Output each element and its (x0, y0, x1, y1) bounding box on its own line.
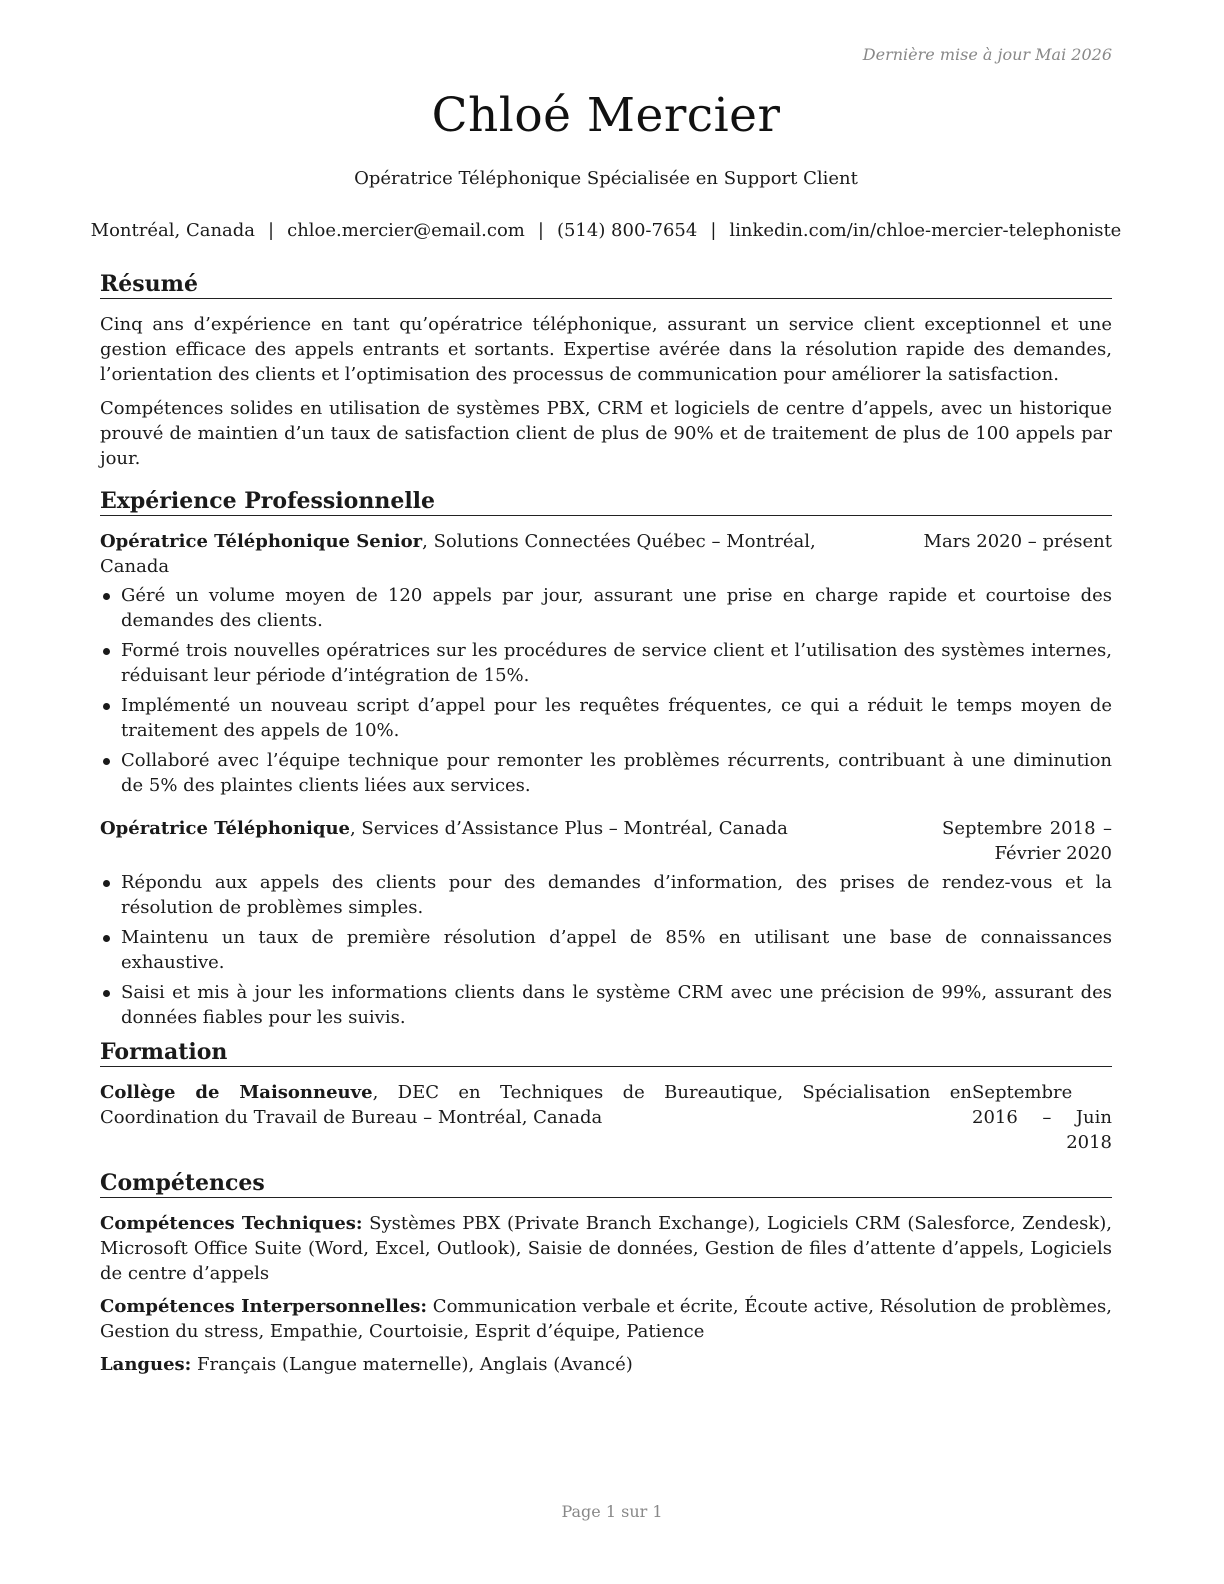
job-bullets (100, 583, 1112, 798)
section-heading: Compétences (100, 1169, 1112, 1198)
skill-text: Français (Langue maternelle), Anglais (Avancé) (191, 1354, 633, 1375)
candidate-name: Chloé Mercier (431, 88, 781, 143)
bullet-text: Géré un volume moyen de 120 appels par jour, assurant une prise en charge rapide et courtoise des demandes des clients. (121, 585, 1112, 631)
bullet-text: Formé trois nouvelles opératrices sur les procédures de service client et l’utilisation des systèmes internes, réduisant leur période d’intégration de 15%. (121, 640, 1112, 686)
education-entry (100, 1080, 1112, 1155)
list-item (100, 583, 1112, 633)
job-dates: Mars 2020 – présent (923, 531, 1112, 552)
list-item (100, 693, 1112, 743)
list-item (100, 748, 1112, 798)
candidate-title: Opératrice Téléphonique Spécialisée en Support Client (354, 168, 858, 189)
section-heading: Expérience Professionnelle (100, 487, 1112, 516)
education-dates: Septembre 2016 – Juin 2018 (972, 1082, 1112, 1153)
job-header (100, 816, 1112, 866)
bullet-icon (103, 935, 110, 942)
list-item (100, 638, 1112, 688)
skill-line (100, 1294, 1112, 1344)
contact-separator: | (710, 220, 717, 241)
resume-page (90, 0, 1122, 1584)
bullet-icon (103, 990, 110, 997)
skills-section (100, 1169, 1112, 1377)
education-section (100, 1038, 1112, 1155)
job-bullets (100, 870, 1112, 1030)
skill-label: Compétences Interpersonnelles: (100, 1296, 428, 1317)
contact-email[interactable]: chloe.mercier@email.com (287, 220, 525, 241)
summary-paragraph: Cinq ans d’expérience en tant qu’opératrice téléphonique, assurant un service client exceptionnel et une gestion efficace des appels entrants et sortants. Expertise avérée dans la résolution rapide des demandes, l’orientation des clients et l’optimisation des processus de communication pour améliorer la satisfaction. (100, 314, 1112, 385)
bullet-icon (103, 648, 110, 655)
bullet-text: Collaboré avec l’équipe technique pour remonter les problèmes récurrents, contribuant à une diminution de 5% des plaintes clients liées aux services. (121, 750, 1112, 796)
experience-section (100, 487, 1112, 1030)
job-role: Opératrice Téléphonique (100, 818, 350, 839)
job-title-line (100, 816, 942, 841)
contact-location: Montréal, Canada (90, 220, 256, 241)
job-company: , Solutions Connectées Québec – Montréal, Canada (100, 531, 816, 577)
skill-text: Communication verbale et écrite, Écoute active, Résolution de problèmes, Gestion du stress, Empathie, Courtoisie, Esprit d’équipe, Patience (100, 1296, 1112, 1342)
school-name: Collège de Maisonneuve (100, 1082, 373, 1103)
summary-section (100, 270, 1112, 471)
contact-separator: | (537, 220, 544, 241)
list-item (100, 925, 1112, 975)
section-heading: Formation (100, 1038, 1112, 1067)
list-item (100, 870, 1112, 920)
job-dates: Septembre 2018 – Février 2020 (942, 818, 1112, 864)
bullet-text: Répondu aux appels des clients pour des demandes d’information, des prises de rendez-vous et la résolution de problèmes simples. (121, 872, 1112, 918)
bullet-text: Implémenté un nouveau script d’appel pour les requêtes fréquentes, ce qui a réduit le temps moyen de traitement des appels de 10%. (121, 695, 1112, 741)
section-heading: Résumé (100, 270, 1112, 299)
bullet-icon (103, 703, 110, 710)
page-number: Page 1 sur 1 (561, 1502, 663, 1521)
last-updated: Dernière mise à jour Mai 2026 (862, 45, 1112, 64)
contact-phone: (514) 800-7654 (556, 220, 698, 241)
list-item (100, 980, 1112, 1030)
bullet-icon (103, 758, 110, 765)
skill-label: Langues: (100, 1354, 192, 1375)
skill-line (100, 1352, 1112, 1377)
contact-linkedin[interactable]: linkedin.com/in/chloe-mercier-telephoniste (729, 220, 1122, 241)
job-title-line (100, 529, 872, 579)
job-header (100, 529, 1112, 579)
job-company: , Services d’Assistance Plus – Montréal, Canada (349, 818, 788, 839)
bullet-text: Maintenu un taux de première résolution d’appel de 85% en utilisant une base de connaissances exhaustive. (121, 927, 1112, 973)
bullet-text: Saisi et mis à jour les informations clients dans le système CRM avec une précision de 99%, assurant des données fiables pour les suivis. (121, 982, 1112, 1028)
resume-content (100, 270, 1112, 1385)
skill-label: Compétences Techniques: (100, 1213, 363, 1234)
contact-line (90, 219, 1122, 243)
job-role: Opératrice Téléphonique Senior (100, 531, 423, 552)
summary-paragraph: Compétences solides en utilisation de systèmes PBX, CRM et logiciels de centre d’appels, avec un historique prouvé de maintien d’un taux de satisfaction client de plus de 90% et de traitement de plus de 100 appels par jour. (100, 398, 1112, 469)
bullet-icon (103, 593, 110, 600)
skill-line (100, 1211, 1112, 1286)
degree-detail: , DEC en Techniques de Bureautique, Spécialisation en Coordination du Travail de Bureau – Montréal, Canada (100, 1082, 973, 1128)
skill-text: Systèmes PBX (Private Branch Exchange), Logiciels CRM (Salesforce, Zendesk), Microsoft Office Suite (Word, Excel, Outlook), Saisie de données, Gestion de files d’attente d’appels, Logiciels de centre d’appels (100, 1213, 1112, 1284)
contact-separator: | (268, 220, 275, 241)
education-line (100, 1080, 972, 1130)
bullet-icon (103, 880, 110, 887)
